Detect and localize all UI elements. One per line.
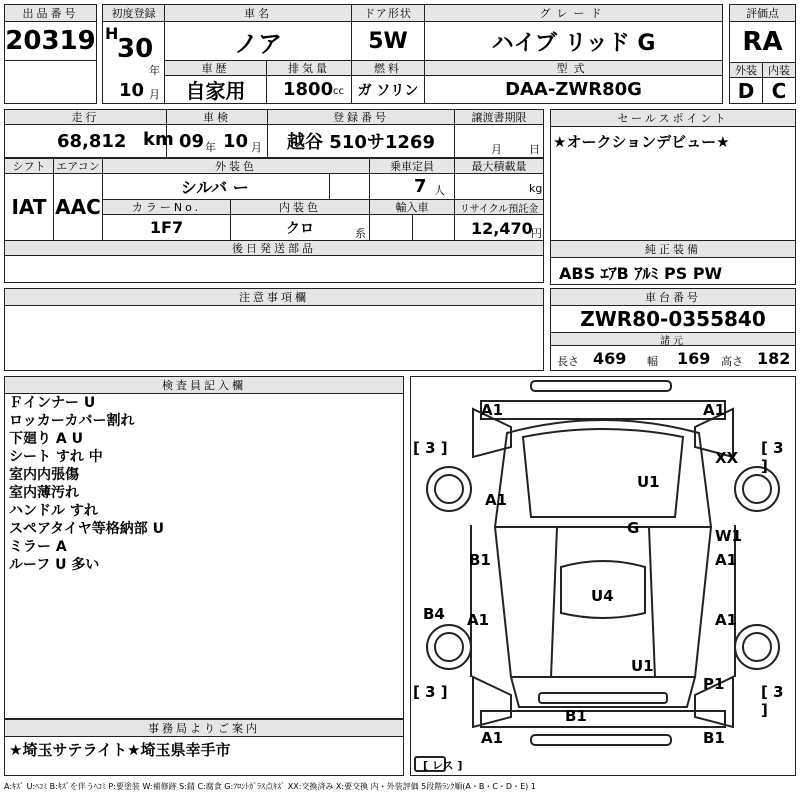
load-header: 最大積載量 <box>454 158 544 174</box>
interior-color: クロ <box>286 220 314 237</box>
spec-cell <box>550 345 796 371</box>
month-unit: 月 <box>149 88 160 101</box>
interior-cell <box>230 214 370 241</box>
legend-text: A:ｷｽﾞ U:ﾍｺﾐ B:ｷｽﾞを伴うﾍｺﾐ P:要塗装 W:補修跡 S:錆 C:腐食 G:ﾌﾛﾝﾄｶﾞﾗｽ点ｷｽﾞ XX:交換済み X:要交換 内・外装評価 5段階ﾗﾝｸ順(A・B・C・D・E) 1 <box>4 782 536 791</box>
door-type: 5W <box>368 28 408 54</box>
car-name: ノア <box>234 29 282 58</box>
office-header: 事務局よりご案内 <box>4 719 404 737</box>
model-header: 型式 <box>424 60 723 76</box>
shift: IAT <box>11 195 47 219</box>
inspector-line: ミラー A <box>9 539 67 555</box>
inspector-line: 室内内張傷 <box>9 467 79 483</box>
inspector-header: 検査員記入欄 <box>4 376 404 394</box>
transfer-month: 月 <box>491 143 502 156</box>
chassis-number: ZWR80-0355840 <box>580 307 766 331</box>
score: RA <box>742 27 783 57</box>
length-label: 長さ <box>557 355 579 368</box>
damage-label: B4 <box>423 605 445 623</box>
transfer-header: 譲渡書期限 <box>454 109 544 125</box>
color-no: 1F7 <box>149 218 184 237</box>
ext-grade: D <box>737 78 755 103</box>
first-reg-header: 初度登録 <box>102 4 165 22</box>
height: 182 <box>757 349 791 368</box>
damage-label: U1 <box>637 473 660 491</box>
reg-month: 10 <box>119 80 145 101</box>
ext-cell <box>729 77 763 104</box>
history-cell <box>164 75 267 104</box>
shift-cell <box>4 173 54 241</box>
fuel: ガ ソリン <box>357 82 419 99</box>
color: シルバ ー <box>180 178 249 197</box>
sales-point-header: セールスポイント <box>550 109 796 127</box>
mileage-header: 走行 <box>4 109 167 125</box>
recycle-header: リサイクル預託金 <box>454 199 544 215</box>
recycle-amount: 12,470 <box>471 219 533 238</box>
lot-blank-cell <box>4 60 97 104</box>
damage-label: P1 <box>703 675 725 693</box>
load-cell <box>454 173 544 200</box>
width: 169 <box>677 349 711 368</box>
lot-number: 20319 <box>5 26 96 56</box>
inspector-notes <box>9 394 164 574</box>
fuel-cell <box>351 75 425 104</box>
lot-number-header: 出品番号 <box>4 4 97 22</box>
inspector-line: スペアタイヤ等格納部 U <box>9 521 164 537</box>
car-name-cell <box>164 21 352 61</box>
capacity-header: 乗車定員 <box>369 158 455 174</box>
chassis-cell <box>550 305 796 333</box>
ac: AAC <box>55 195 101 219</box>
displacement: 1800 <box>283 79 334 100</box>
insp-year: 09 <box>179 131 205 152</box>
equipment-cell <box>550 257 796 285</box>
transfer-day: 日 <box>529 143 540 156</box>
transfer-cell <box>454 124 544 158</box>
width-label: 幅 <box>647 355 658 368</box>
damage-label: W1 <box>715 527 742 545</box>
recycle-cell <box>454 214 544 241</box>
inspector-line: ハンドル すれ <box>9 503 98 519</box>
plate-number: 越谷 510サ1269 <box>287 132 435 153</box>
grade-cell <box>424 21 723 61</box>
recycle-unit: 円 <box>531 227 542 240</box>
inspector-cell <box>4 393 404 719</box>
damage-label: [ 3 ] <box>761 683 784 719</box>
damage-label: B1 <box>703 729 725 747</box>
reg-year: 30 <box>117 34 154 64</box>
displacement-header: 排気量 <box>266 60 352 76</box>
sales-point-text: ★オークションデビュー★ <box>553 133 730 151</box>
model: DAA-ZWR80G <box>505 79 642 100</box>
history-header: 車歴 <box>164 60 267 76</box>
damage-label: A1 <box>715 611 738 629</box>
damage-label: XX <box>715 449 739 467</box>
score-cell <box>729 21 796 63</box>
inspector-line: Ｆインナー U <box>9 395 96 411</box>
damage-label: U4 <box>591 587 614 605</box>
capacity-cell <box>369 173 455 200</box>
mileage: 68,812 <box>57 131 127 152</box>
int-grade: C <box>771 78 787 103</box>
damage-label: [ レス ] <box>423 759 463 772</box>
model-cell <box>424 75 723 104</box>
fuel-header: 燃料 <box>351 60 425 76</box>
lot-number-cell <box>4 21 97 61</box>
damage-label: [ 3 ] <box>413 683 448 701</box>
displacement-unit: cc <box>333 86 344 97</box>
inspector-line: ルーフ U 多い <box>9 557 100 573</box>
car-diagram <box>410 376 796 776</box>
import-header: 輸入車 <box>369 199 455 215</box>
grade-header: グレード <box>424 4 723 22</box>
shift-header: シフト <box>4 158 54 174</box>
damage-label: G <box>627 519 640 537</box>
insp-month-unit: 月 <box>251 141 262 154</box>
length: 469 <box>593 349 627 368</box>
damage-label: A1 <box>481 729 504 747</box>
score-header: 評価点 <box>729 4 796 22</box>
history: 自家用 <box>185 79 246 103</box>
color-no-header: カラーNo. <box>102 199 231 215</box>
damage-label: A1 <box>485 491 508 509</box>
door-header: ドア形状 <box>351 4 425 22</box>
office-cell <box>4 736 404 776</box>
load-unit: kg <box>529 182 543 195</box>
parts-header: 後日発送部品 <box>4 240 544 256</box>
damage-label: A1 <box>467 611 490 629</box>
color-no-cell <box>102 214 231 241</box>
damage-label: B1 <box>469 551 491 569</box>
insp-year-unit: 年 <box>205 141 216 154</box>
door-cell <box>351 21 425 61</box>
inspection-header: 車検 <box>166 109 268 125</box>
color-header: 外装色 <box>102 158 370 174</box>
ac-cell <box>53 173 103 241</box>
inspector-line: シート すれ 中 <box>9 449 103 465</box>
equipment-value: ABS ｴｱB ｱﾙﾐ PS PW <box>559 264 723 283</box>
inspector-line: 下廻り A U <box>9 431 83 447</box>
notes-header: 注意事項欄 <box>4 288 544 306</box>
damage-label: [ 3 ] <box>761 439 784 475</box>
interior-header: 内装色 <box>230 199 370 215</box>
interior-unit: 系 <box>355 227 366 240</box>
damage-label: A1 <box>481 401 504 419</box>
damage-label: [ 3 ] <box>413 439 448 457</box>
year-unit: 年 <box>149 64 160 77</box>
import-cell <box>369 214 455 241</box>
insp-month: 10 <box>223 131 249 152</box>
inspector-line: 室内薄汚れ <box>9 485 79 501</box>
spec-header: 諸元 <box>550 332 796 346</box>
parts-cell <box>4 255 544 283</box>
era-label: H <box>105 24 119 43</box>
int-cell <box>762 77 796 104</box>
damage-label: A1 <box>703 401 726 419</box>
equipment-header: 純正装備 <box>550 240 796 258</box>
mileage-cell <box>4 124 174 158</box>
damage-label: U1 <box>631 657 654 675</box>
color-cell <box>102 173 370 200</box>
grade: ハイブ リッド G <box>491 30 656 56</box>
chassis-header: 車台番号 <box>550 288 796 306</box>
capacity: 7 <box>414 176 427 197</box>
damage-label: A1 <box>715 551 738 569</box>
mileage-unit: km <box>143 129 174 150</box>
first-reg-cell <box>102 21 165 104</box>
office-text: ★埼玉サテライト★埼玉県幸手市 <box>9 741 231 759</box>
sales-point-cell <box>550 126 796 241</box>
notes-cell <box>4 305 544 371</box>
car-name-header: 車名 <box>164 4 352 22</box>
damage-label: B1 <box>565 707 587 725</box>
ext-header: 外装 <box>729 62 763 78</box>
plate-header: 登録番号 <box>267 109 455 125</box>
inspector-line: ロッカーカバー割れ <box>9 413 135 429</box>
car-outline-svg <box>411 377 795 775</box>
plate-cell <box>267 124 455 158</box>
int-header: 内装 <box>762 62 796 78</box>
inspection-cell <box>166 124 268 158</box>
capacity-unit: 人 <box>434 184 445 197</box>
displacement-cell <box>266 75 352 104</box>
ac-header: エアコン <box>53 158 103 174</box>
height-label: 高さ <box>721 355 743 368</box>
